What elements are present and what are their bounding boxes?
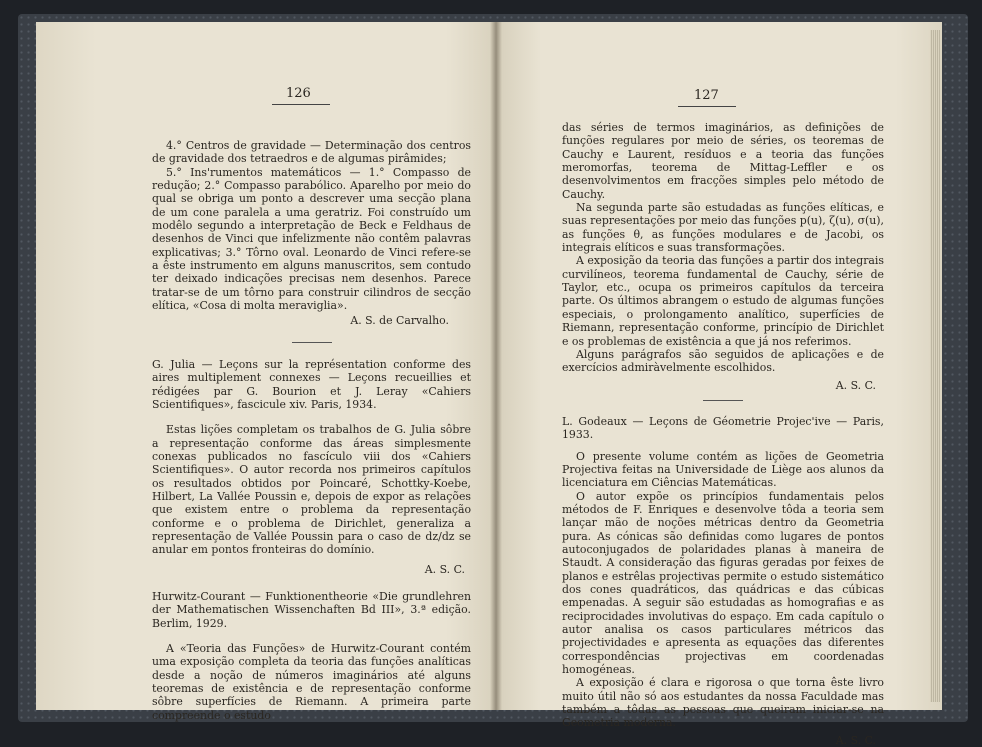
book-gutter [490,22,502,710]
paragraph: Alguns parágrafos são seguidos de aplicações e de exercícios admiràvelmente escolhidos. [562,347,884,375]
review-heading: Hurwitz-Courant — Funktionentheorie «Die grundlehren der Mathematischen Wissenchaften Bd III», 3.ª edição. Berlim, 1929. [152,589,471,630]
section-divider [292,342,332,343]
item-5-paragraph: 5.° Ins'rumentos matemáticos — 1.° Compasso de redução; 2.° Compasso parabólico. Aparelho por meio do qual se obriga um ponto a descrever uma secção plana de um cone paralela a uma geratriz. Foi construído um modêlo segundo a interpretação de Beck e Feldhaus de desenhos de Vinci que infelizmente não contêm palavras explicativas; 3.° Tôrno oval. Leonardo de Vinci refere-se a êste instrumento em alguns manuscritos, sem contudo ter deixado indicações precisas nem desenhos. Parece tratar-se de um tôrno para construir cilindros de secção elítica, «Cosa di molta meraviglia». [152,165,471,313]
signature: A. S. C. [835,378,876,392]
review-paragraph: A «Teoria das Funções» de Hurwitz-Courant contém uma exposição completa da teoria das funções analíticas desde a noção de números imaginários até alguns teoremas de existência e de representação conforme sôbre superfícies de Riemann. A primeira parte compreende o estudo [152,642,471,722]
page-edges [930,30,940,702]
section-divider [703,400,743,401]
paragraph: A exposição é clara e rigorosa o que torna êste livro muito útil não só aos estudantes da nossa Faculdade mas também a tôdas as pessoas que queiram iniciar-se na Geometria moderna. [562,676,884,730]
signature: A. S. C. [424,562,465,576]
left-page [36,22,496,722]
item-4-paragraph: 4.° Centros de gravidade — Determinação dos centros de gravidade dos tetraedros e de algumas pirâmides; [152,139,471,166]
signature: A. S. de Carvalho. [350,314,449,328]
review-paragraph: Estas lições completam os trabalhos de G. Julia sôbre a representação conforme das áreas simplesmente conexas publicados no fascículo viii dos «Cahiers Scientifiques». O autor recorda nos primeiros capítulos os resultados obtidos por Poincaré, Schottky-Koebe, Hilbert, La Vallée Poussin e, depois de expor as relações que existem entre o problema da representação conforme e o problema de Dirichlet, generaliza a representação de Vallée Poussin para o caso de dz/dz se anular em pontos fronteiras do domínio. [152,423,471,557]
review-heading: L. Godeaux — Leçons de Géometrie Projec'ive — Paris, 1933. [562,414,884,442]
page-number: 127 [694,88,719,103]
paragraph: A exposição da teoria das funções a partir dos integrais curvilíneos, teorema fundamental de Cauchy, série de Taylor, etc., ocupa os primeiros capítulos da terceira parte. Os últimos abrangem o estudo de algumas funções especiais, o prolongamento analítico, superfícies de Riemann, representação conforme, princípio de Dirichlet e os problemas de existência a que já nos referimos. [562,254,884,348]
left-column [152,139,471,722]
right-column [562,121,884,747]
page-number-rule [272,104,330,105]
paragraph: Na segunda parte são estudadas as funções elíticas, e suas representações por meio das funções p(u), ζ(u), σ(u), as funções θ, as funções modulares e de Jacobi, os integrais elíticos e suas transformações. [562,201,884,255]
review-heading: G. Julia — Leçons sur la représentation conforme des aires multiplement connexes — Leçons recueillies et rédigées par G. Bourion et J. Leray «Cahiers Scientifiques», fascicule xiv. Paris, 1934. [152,357,471,411]
signature: A. S. C. [835,733,876,747]
right-page [496,22,942,747]
paragraph: O presente volume contém as lições de Geometria Projectiva feitas na Universidade de Liège aos alunos da licenciatura em Ciências Matemáticas. [562,449,884,490]
page-number-rule [678,106,736,107]
paragraph: O autor expõe os princípios fundamentais pelos métodos de F. Enriques e desenvolve tôda a teoria sem lançar mão de noções métricas dentro da Geometria pura. As cónicas são definidas como lugares de pontos autoconjugados de polaridades planas à maneira de Staudt. A consideração das figuras geradas por feixes de planos e estrêlas projectivas permite o estudo sistemático dos cones quadráticos, das quádricas e das cúbicas empenadas. A seguir são estudadas as homografias e as reciprocidades involutivas do espaço. Em cada capítulo o autor analisa os casos particulares métricos das projectividades e apresenta as equações das diferentes correspondências projectivas em coordenadas homogéneas. [562,489,884,677]
page-number: 126 [286,86,311,101]
paragraph: das séries de termos imaginários, as definições de funções regulares por meio de séries, os teoremas de Cauchy e Laurent, resíduos e a teoria das funções meromorfas, teorema de Mittag-Leffler e os desenvolvimentos em fracções simples pelo método de Cauchy. [562,121,884,201]
